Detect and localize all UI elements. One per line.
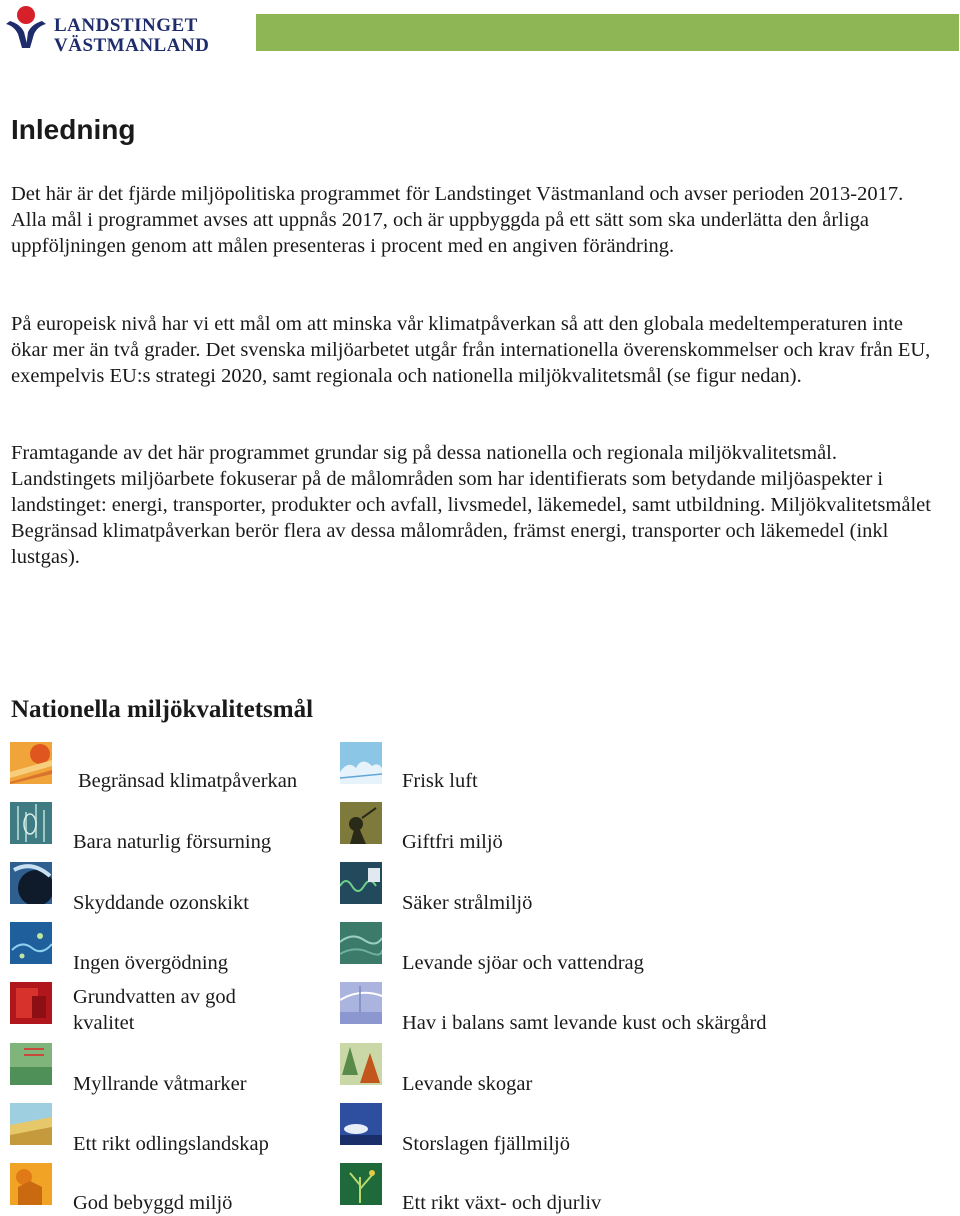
toxic-free-icon [340, 802, 382, 844]
logo-figure-icon [4, 4, 52, 52]
logo-wordmark [54, 16, 209, 56]
intro-paragraph-2: På europeisk nivå har vi ett mål om att minska vår klimatpåverkan så att den globala medeltemperaturen inte ökar mer än två grader. Det svenska miljöarbetet utgår från internationella överenskommelser och krav från EU, exempelvis EU:s strategi 2020, samt regionala och nationella miljökvalitetsmål (se figur nedan). [11, 313, 931, 387]
built-environment-icon [10, 1163, 52, 1205]
mountain-icon [340, 1103, 382, 1145]
intro-heading: Inledning [11, 114, 136, 145]
goal-label: Frisk luft [402, 770, 478, 792]
lake-icon [340, 922, 382, 964]
goal-label [73, 984, 283, 1036]
goal-label: Hav i balans samt levande kust och skärgård [402, 1012, 767, 1034]
header-color-bar [256, 14, 959, 51]
goal-label: God bebyggd miljö [73, 1192, 233, 1214]
goal-label: Levande skogar [402, 1073, 533, 1095]
groundwater-icon [10, 982, 52, 1024]
farmland-icon [10, 1103, 52, 1145]
goal-label: Säker strålmiljö [402, 892, 533, 914]
logo-line-2: VÄSTMANLAND [54, 35, 210, 56]
wildlife-icon [340, 1163, 382, 1205]
radiation-icon [340, 862, 382, 904]
forest-icon [340, 1043, 382, 1085]
intro-paragraph-3: Framtagande av det här programmet grundar sig på dessa nationella och regionala miljökvalitetsmål. Landstingets miljöarbete fokuserar på de målområden som har identifierats som betydande miljöaspekter i landstinget: energi, transporter, produkter och avfall, livsmedel, läkemedel, samt utbildning. Miljökvalitetsmålet Begränsad klimatpåverkan berör flera av dessa målområden, främst energi, transporter och läkemedel (inkl lustgas). [11, 442, 931, 568]
wetland-icon [10, 1043, 52, 1085]
organization-logo [4, 4, 210, 56]
goal-label: Begränsad klimatpåverkan [78, 770, 298, 792]
goal-label: Levande sjöar och vattendrag [402, 952, 644, 974]
sea-icon [340, 982, 382, 1024]
goals-heading: Nationella miljökvalitetsmål [11, 696, 314, 723]
clouds-icon [340, 742, 382, 784]
eutrophication-icon [10, 922, 52, 964]
goal-label-text: Grundvatten av god kvalitet [73, 986, 236, 1034]
goal-label: Giftfri miljö [402, 831, 503, 853]
goal-label: Ett rikt odlingslandskap [73, 1133, 269, 1155]
acid-rain-icon [10, 802, 52, 844]
sun-icon [10, 742, 52, 784]
intro-paragraph-1: Det här är det fjärde miljöpolitiska programmet för Landstinget Västmanland och avser perioden 2013-2017. Alla mål i programmet avses att uppnås 2017, och är uppbyggda på ett sätt som ska underlätta den årliga uppföljningen genom att målen presenteras i procent med en angiven förändring. [11, 183, 904, 257]
goal-label: Ingen övergödning [73, 952, 229, 974]
goal-label: Myllrande våtmarker [73, 1073, 247, 1095]
goal-label: Ett rikt växt- och djurliv [402, 1192, 602, 1214]
logo-line-1: LANDSTINGET [54, 15, 198, 36]
goal-label: Skyddande ozonskikt [73, 892, 249, 914]
ozone-globe-icon [10, 862, 52, 904]
goal-label: Storslagen fjällmiljö [402, 1133, 570, 1155]
goal-label: Bara naturlig försurning [73, 831, 272, 853]
